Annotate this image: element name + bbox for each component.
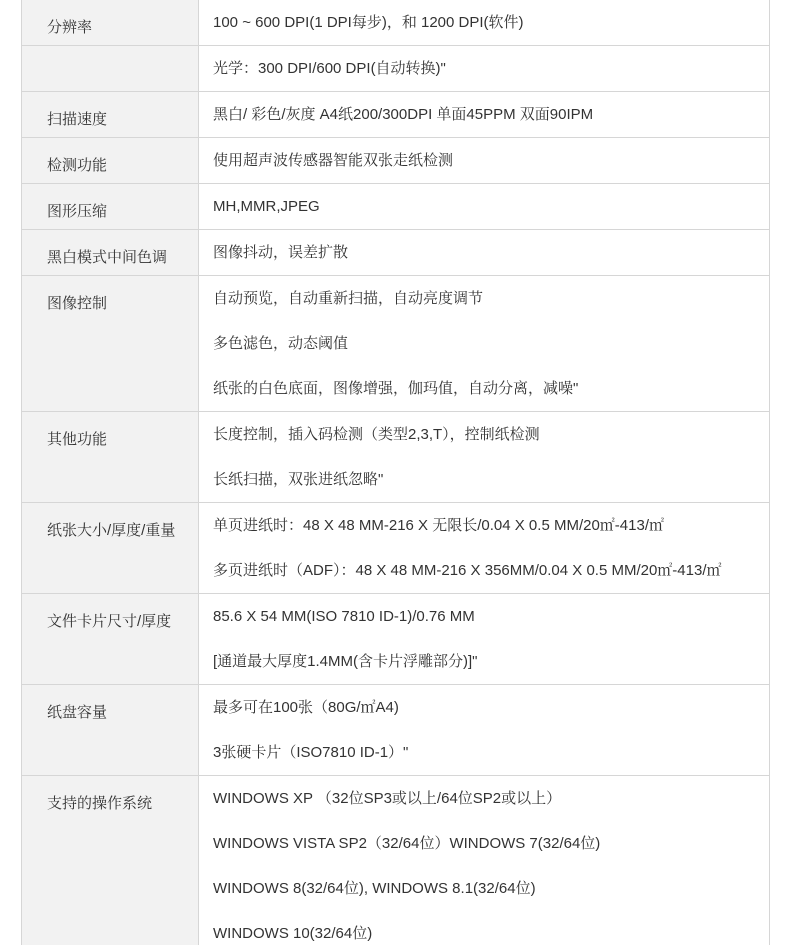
spec-label: 检测功能 [22,138,199,183]
spec-values [199,138,769,183]
spec-value: 光学：300 DPI/600 DPI(自动转换)" [213,60,446,77]
spec-values [199,594,769,684]
spec-row-other-functions [22,412,769,503]
spec-values [199,776,769,945]
spec-values [199,685,769,775]
spec-value: 纸张的白色底面，图像增强，伽玛值，自动分离，减噪" [213,380,579,397]
spec-value: 长度控制，插入码检测（类型2,3,T），控制纸检测 [213,426,540,443]
spec-label: 图像控制 [22,276,199,411]
spec-value: 黑白/ 彩色/灰度 A4纸200/300DPI 单面45PPM 双面90IPM [213,106,594,123]
spec-value: 使用超声波传感器智能双张走纸检测 [213,152,454,169]
spec-row-compression [22,184,769,230]
spec-values [199,230,769,275]
spec-row-os [22,776,769,945]
spec-label: 图形压缩 [22,184,199,229]
spec-value: 最多可在100张（80G/㎡A4) [213,699,399,716]
spec-value: 长纸扫描，双张进纸忽略" [213,471,384,488]
spec-values [199,92,769,137]
spec-values [199,0,769,45]
spec-label [22,46,199,91]
spec-value: WINDOWS XP （32位SP3或以上/64位SP2或以上） [213,790,562,807]
spec-row-scan-speed [22,92,769,138]
spec-label: 分辨率 [22,0,199,45]
spec-values [199,412,769,502]
spec-label: 纸张大小/厚度/重量 [22,503,199,593]
spec-values [199,184,769,229]
spec-table [21,0,770,945]
spec-values [199,46,769,91]
spec-value: 单页进纸时：48 X 48 MM-216 X 无限长/0.04 X 0.5 MM/20㎡-413/㎡ [213,517,664,534]
spec-label: 纸盘容量 [22,685,199,775]
spec-label: 扫描速度 [22,92,199,137]
spec-value: MH,MMR,JPEG [213,198,320,215]
spec-row-card-size [22,594,769,685]
spec-row-image-control [22,276,769,412]
spec-values [199,503,769,593]
spec-value: 多色滤色，动态阈值 [213,335,349,352]
spec-value: WINDOWS 10(32/64位) [213,925,373,942]
spec-value: 多页进纸时（ADF）：48 X 48 MM-216 X 356MM/0.04 X 0.5 MM/20㎡-413/㎡ [213,562,722,579]
spec-values [199,276,769,411]
spec-row-optical [22,46,769,92]
spec-value: 85.6 X 54 MM(ISO 7810 ID-1)/0.76 MM [213,608,475,625]
spec-label: 文件卡片尺寸/厚度 [22,594,199,684]
spec-row-halftone [22,230,769,276]
spec-value: 自动预览，自动重新扫描，自动亮度调节 [213,290,484,307]
spec-value: 3张硬卡片（ISO7810 ID-1）" [213,744,409,761]
spec-value: [通道最大厚度1.4MM(含卡片浮雕部分)]" [213,653,478,670]
spec-row-paper-size [22,503,769,594]
spec-row-tray-capacity [22,685,769,776]
spec-value: WINDOWS 8(32/64位), WINDOWS 8.1(32/64位) [213,880,536,897]
spec-label: 支持的操作系统 [22,776,199,945]
spec-label: 其他功能 [22,412,199,502]
spec-row-detection [22,138,769,184]
spec-row-resolution [22,0,769,46]
spec-label: 黑白模式中间色调 [22,230,199,275]
spec-value: WINDOWS VISTA SP2（32/64位）WINDOWS 7(32/64位) [213,835,601,852]
spec-value: 100 ~ 600 DPI(1 DPI每步)，和 1200 DPI(软件) [213,14,524,31]
spec-value: 图像抖动，误差扩散 [213,244,349,261]
